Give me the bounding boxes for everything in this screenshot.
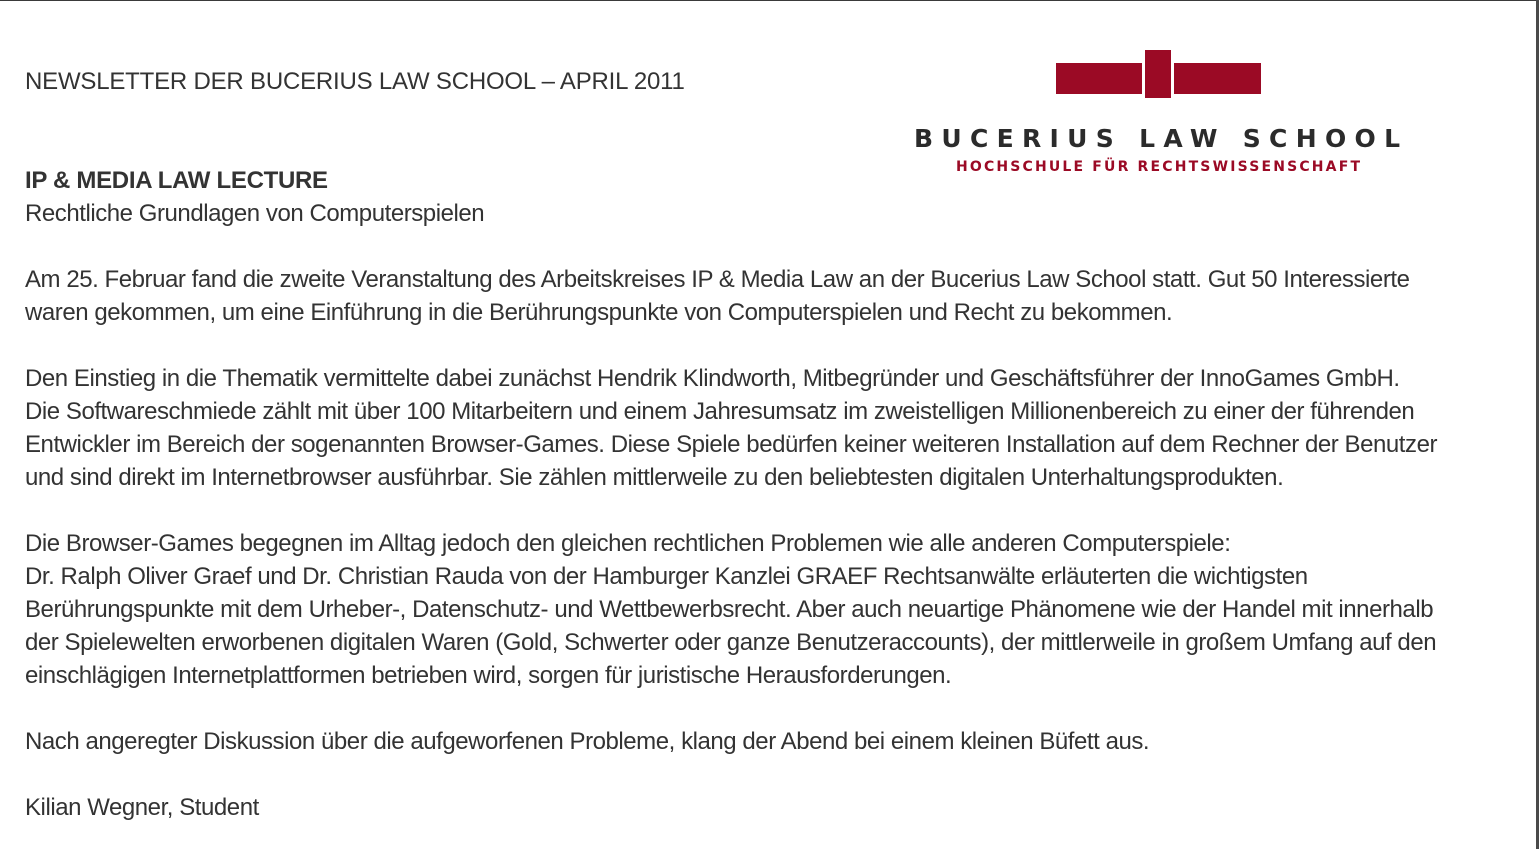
text-line: Am 25. Februar fand die zweite Veranstaltung des Arbeitskreises IP & Media Law an der Bucerius Law School statt. Gut 50 Interessierte (25, 266, 1410, 293)
article-title: IP & MEDIA LAW LECTURE (25, 167, 328, 194)
text-line: Den Einstieg in die Thematik vermittelte dabei zunächst Hendrik Klindworth, Mitbegründer und Geschäftsführer der InnoGames GmbH. (25, 365, 1400, 392)
text-line: Dr. Ralph Oliver Graef und Dr. Christian Rauda von der Hamburger Kanzlei GRAEF Rechtsanwälte erläuterten die wichtigsten (25, 563, 1308, 590)
text-line: Die Softwareschmiede zählt mit über 100 Mitarbeitern und einem Jahresumsatz im zweistelligen Millionenbereich zu einer der führenden (25, 398, 1415, 425)
article-paragraph-3 (25, 527, 1520, 692)
window-top-border (0, 0, 1539, 1)
article-paragraph-1 (25, 263, 1520, 329)
logo-wordmark: BUCERIUS LAW SCHOOL (914, 124, 1400, 153)
logo-bar-left (1056, 63, 1142, 94)
text-line: und sind direkt im Internetbrowser ausführbar. Sie zählen mittlerweile zu den beliebtesten digitalen Unterhaltungsprodukten. (25, 464, 1284, 491)
text-line: Nach angeregter Diskussion über die aufgeworfenen Probleme, klang der Abend bei einem kleinen Büfett aus. (25, 728, 1150, 755)
article-author: Kilian Wegner, Student (25, 794, 259, 821)
article (25, 164, 1520, 824)
logo-subtitle: HOCHSCHULE FÜR RECHTSWISSENSCHAFT (956, 159, 1360, 175)
article-paragraph-4 (25, 725, 1520, 758)
text-line: Die Browser-Games begegnen im Alltag jedoch den gleichen rechtlichen Problemen wie alle anderen Computerspiele: (25, 530, 1231, 557)
logo-bar-center (1145, 50, 1171, 98)
bucerius-logo (912, 50, 1404, 180)
logo-bar-right (1174, 63, 1261, 94)
text-line: waren gekommen, um eine Einführung in die Berührungspunkte von Computerspielen und Recht zu bekommen. (25, 299, 1173, 326)
article-subtitle: Rechtliche Grundlagen von Computerspielen (25, 200, 485, 227)
text-line: Entwickler im Bereich der sogenannten Browser-Games. Diese Spiele bedürfen keiner weiteren Installation auf dem Rechner der Benutzer (25, 431, 1438, 458)
text-line: Berührungspunkte mit dem Urheber-, Datenschutz- und Wettbewerbsrecht. Aber auch neuartige Phänomene wie der Handel mit innerhalb (25, 596, 1434, 623)
newsletter-header: NEWSLETTER DER BUCERIUS LAW SCHOOL – APRIL 2011 (25, 68, 685, 95)
article-paragraph-2 (25, 362, 1520, 494)
text-line: einschlägigen Internetplattformen betrieben wird, sorgen für juristische Herausforderungen. (25, 662, 952, 689)
text-line: der Spielewelten erworbenen digitalen Waren (Gold, Schwerter oder ganze Benutzeraccounts), der mittlerweile in großem Umfang auf den (25, 629, 1437, 656)
